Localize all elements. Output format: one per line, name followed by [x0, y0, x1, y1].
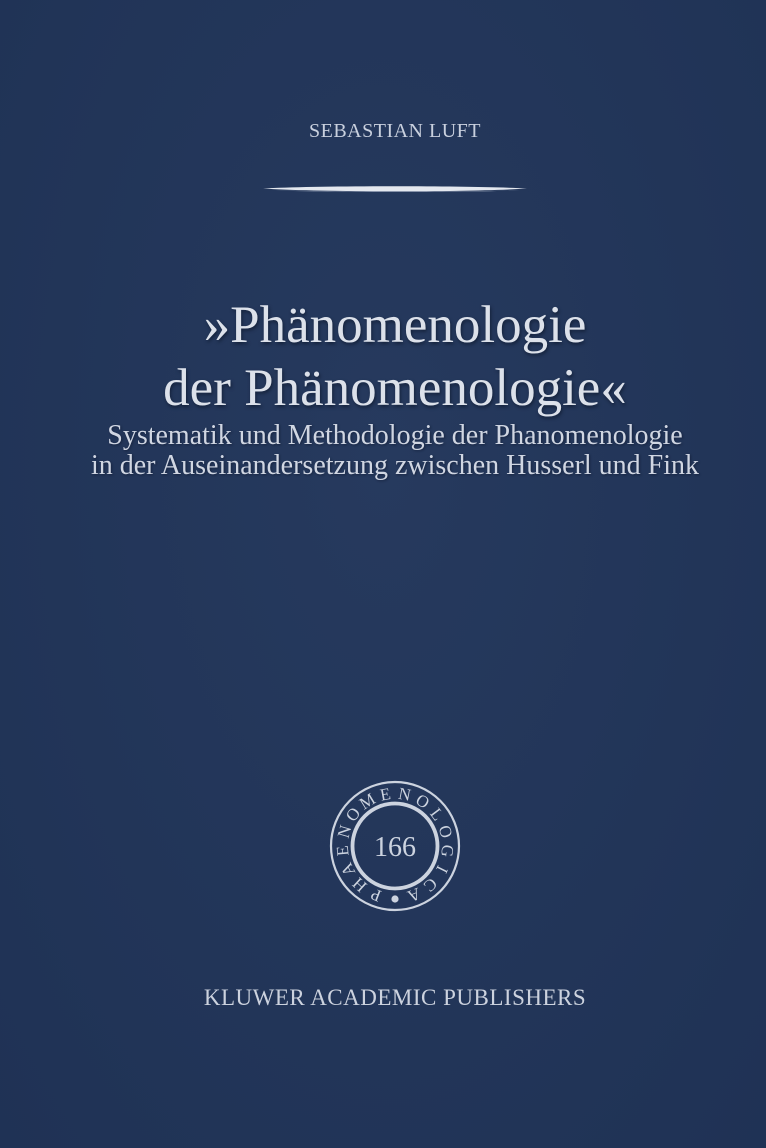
emblem-ring-letter: O — [434, 823, 457, 841]
divider-ornament — [24, 184, 766, 194]
book-subtitle-line2: in der Auseinandersetzung zwischen Husserl und Fink — [90, 450, 700, 481]
emblem-ring-letter: E — [378, 784, 393, 805]
publisher-name: KLUWER ACADEMIC PUBLISHERS — [203, 985, 587, 1010]
book-title — [24, 294, 766, 420]
series-emblem-wrap — [24, 780, 766, 912]
book-subtitle-line1: Systematik und Methodologie der Phanomenologie — [107, 420, 683, 451]
book-title-line1: »Phänomenologie — [203, 296, 587, 354]
emblem-ring-letter: A — [336, 859, 360, 880]
emblem-ring-letter: N — [333, 823, 356, 841]
series-number: 166 — [374, 832, 416, 863]
emblem-ring-letter: O — [412, 790, 433, 813]
emblem-ring-letter: E — [332, 844, 353, 857]
emblem-ring-letter: L — [426, 804, 448, 825]
author-name: SEBASTIAN LUFT — [308, 120, 481, 142]
bullet-dot-icon — [391, 895, 398, 902]
book-title-line2: der Phänomenologie« — [163, 359, 627, 417]
book-subtitle — [24, 421, 766, 481]
emblem-ring-letter: P — [368, 884, 384, 906]
cover-content — [24, 0, 766, 1148]
emblem-ring-letter: G — [437, 843, 458, 858]
emblem-ring-letter: H — [348, 873, 371, 896]
emblem-ring-letter: N — [396, 783, 413, 805]
divider-line-icon — [262, 184, 528, 194]
emblem-ring-letter: I — [432, 862, 452, 877]
series-emblem — [329, 780, 461, 912]
emblem-ring-letter: M — [355, 789, 379, 814]
emblem-ring-letter: C — [419, 873, 441, 896]
emblem-ring-letter: A — [404, 883, 424, 907]
emblem-ring-letter: O — [341, 803, 365, 825]
